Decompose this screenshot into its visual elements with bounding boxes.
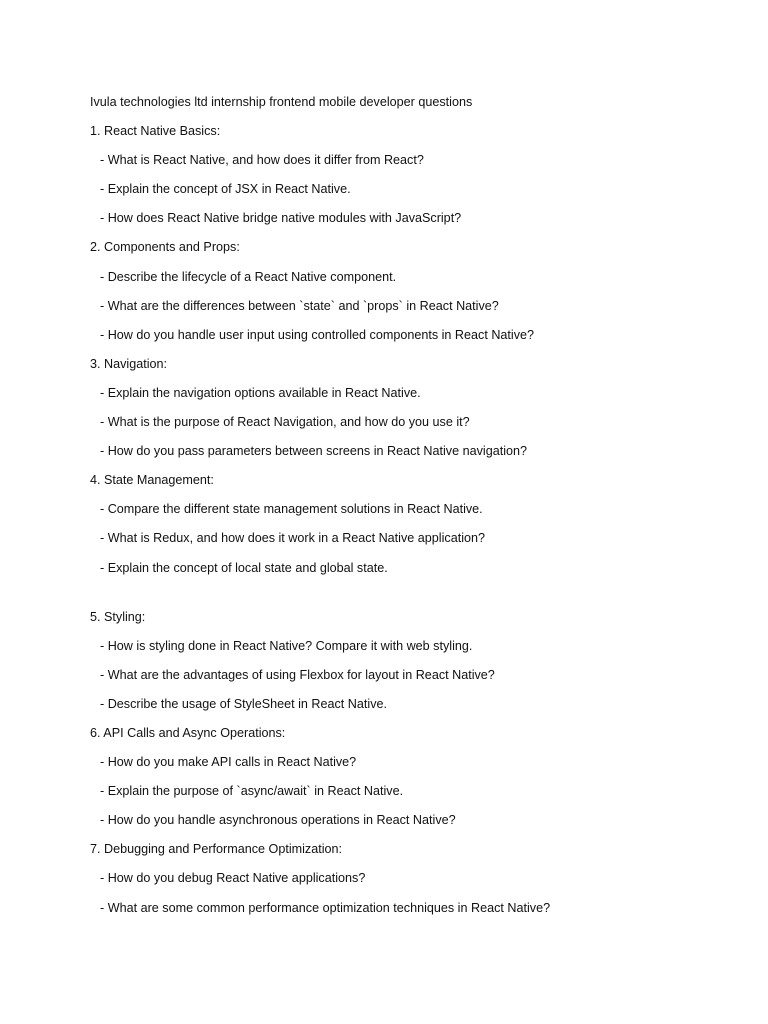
question-item: - How is styling done in React Native? Compare it with web styling. (100, 638, 473, 653)
section-heading: 5. Styling: (90, 609, 146, 624)
section-heading: 3. Navigation: (90, 356, 168, 371)
section-heading: 2. Components and Props: (90, 240, 240, 255)
question-item: - What are the differences between `state` and `props` in React Native? (100, 298, 499, 313)
section-heading: 1. React Native Basics: (90, 124, 221, 139)
section-api-calls-async (90, 723, 740, 830)
question-item: - How do you handle asynchronous operations in React Native? (100, 813, 456, 828)
question-item: - What is the purpose of React Navigation, and how do you use it? (100, 415, 470, 430)
question-item: - Explain the concept of local state and global state. (100, 560, 388, 575)
question-item: - What is Redux, and how does it work in a React Native application? (100, 531, 486, 546)
section-state-management (90, 470, 740, 577)
question-item: - What is React Native, and how does it differ from React? (100, 153, 424, 168)
question-item: - Explain the navigation options available in React Native. (100, 385, 421, 400)
section-heading: 4. State Management: (90, 473, 214, 488)
question-item: - Explain the concept of JSX in React Native. (100, 182, 351, 197)
question-item: - Compare the different state management solutions in React Native. (100, 502, 483, 517)
question-item: - How do you handle user input using controlled components in React Native? (100, 327, 535, 342)
question-item: - What are some common performance optimization techniques in React Native? (100, 900, 551, 915)
document-body (90, 92, 740, 927)
question-item: - How do you pass parameters between screens in React Native navigation? (100, 444, 528, 459)
question-item: - How does React Native bridge native modules with JavaScript? (100, 211, 462, 226)
section-heading: 6. API Calls and Async Operations: (90, 725, 286, 740)
question-item: - How do you debug React Native applications? (100, 871, 366, 886)
section-components-and-props (90, 237, 740, 344)
question-item: - Describe the usage of StyleSheet in React Native. (100, 696, 388, 711)
section-navigation (90, 354, 740, 461)
document-title: Ivula technologies ltd internship frontend mobile developer questions (90, 95, 473, 109)
section-heading: 7. Debugging and Performance Optimization: (90, 842, 343, 857)
question-item: - Describe the lifecycle of a React Native component. (100, 269, 397, 284)
section-styling (90, 607, 740, 714)
section-react-native-basics (90, 121, 740, 228)
question-item: - How do you make API calls in React Native? (100, 755, 357, 770)
question-item: - What are the advantages of using Flexbox for layout in React Native? (100, 667, 495, 682)
question-item: - Explain the purpose of `async/await` in React Native. (100, 784, 404, 799)
section-debugging-performance (90, 839, 740, 917)
